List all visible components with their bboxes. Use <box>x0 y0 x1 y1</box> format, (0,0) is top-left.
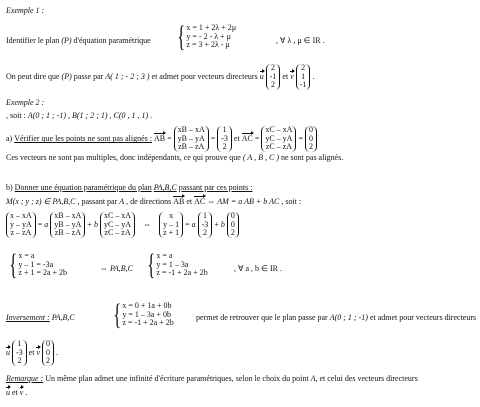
ex1-identify-text: Identifier le plan (P) d'équation paramétrique <box>6 36 151 45</box>
ex2-system-2: { x = a y = 1 – 3a z = -1 + 2a + 2b <box>147 248 208 281</box>
example-2-title: Exemple 2 : <box>6 98 45 107</box>
ex1-system: { x = 1 + 2λ + 2μ y = - 2 - λ + μ z = 3 + 2λ - μ <box>177 20 237 53</box>
ex2-vector-equation: x – xA y – yA z – zA = a xB – xA yB – yA zB – zA + b xC – xA yC – yA zC – zA ⇔ x y – 1 z + 1 = a 1 -3 2 + b 0 0 2 <box>6 212 239 238</box>
ex2-a-line: a) Vérifier que les points ne sont pas alignés : AB = xB – xA yB – yA zB – zA = 1 -3 2 et AC = xC – xA yC – yA zC – zA = 0 0 2 <box>6 126 317 152</box>
ex1-line2: On peut dire que (P) passe par A( 1 ; - 2 ; 3 ) et admet pour vecteurs directeurs u 2 -1 2 et v 2 1 -1 . <box>6 63 315 89</box>
ex2-remark: Remarque : Un même plan admet une infinité d'écriture paramétriques, selon le choix du point A, et celui des vecteurs directeurs <box>6 374 418 383</box>
ex2-equiv: ⇔ PA,B,C <box>100 264 133 273</box>
example-1-title: Exemple 1 : <box>6 6 45 15</box>
ex2-inv-vectors: u 1 -3 2 et v 0 0 2 . <box>6 339 59 365</box>
ex2-inversement: Inversement : PA,B,C <box>6 313 75 322</box>
ex2-b-title: b) Donner une équation paramétrique du plan PA,B,C passant par ces points : <box>6 183 253 192</box>
ex1-quantifier: , ∀ λ , μ ∈ IR . <box>276 36 325 45</box>
ex2-inv-text: permet de retrouver que le plan passe par A(0 ; 1 ; -1) et admet pour vecteurs directeurs <box>196 313 477 322</box>
ex2-M-line: M(x ; y ; z) ∈ PA,B,C , passant par A , de directions AB et AC ⇔ AM = a AB + b AC , soit : <box>6 197 302 206</box>
ex2-remark-end: u et v . <box>6 388 28 397</box>
ex2-conclusion: Ces vecteurs ne sont pas multiples, donc indépendants, ce qui prouve que ( A , B , C ) ne sont pas alignés. <box>6 153 344 162</box>
ex2-quantifier: , ∀ a , b ∈ IR . <box>234 264 282 273</box>
ex2-points: , soit : A(0 ; 1 ; -1) , B(1 ; 2 ; 1) , C(0 , 1 , 1) . <box>6 111 153 120</box>
ex2-system-1: { x = a y – 1 = -3a z + 1 = 2a + 2b <box>9 248 68 281</box>
ex2-system-3: { x = 0 + 1a + 0b y = 1 – 3a + 0b z = -1 + 2a + 2b <box>113 298 174 331</box>
